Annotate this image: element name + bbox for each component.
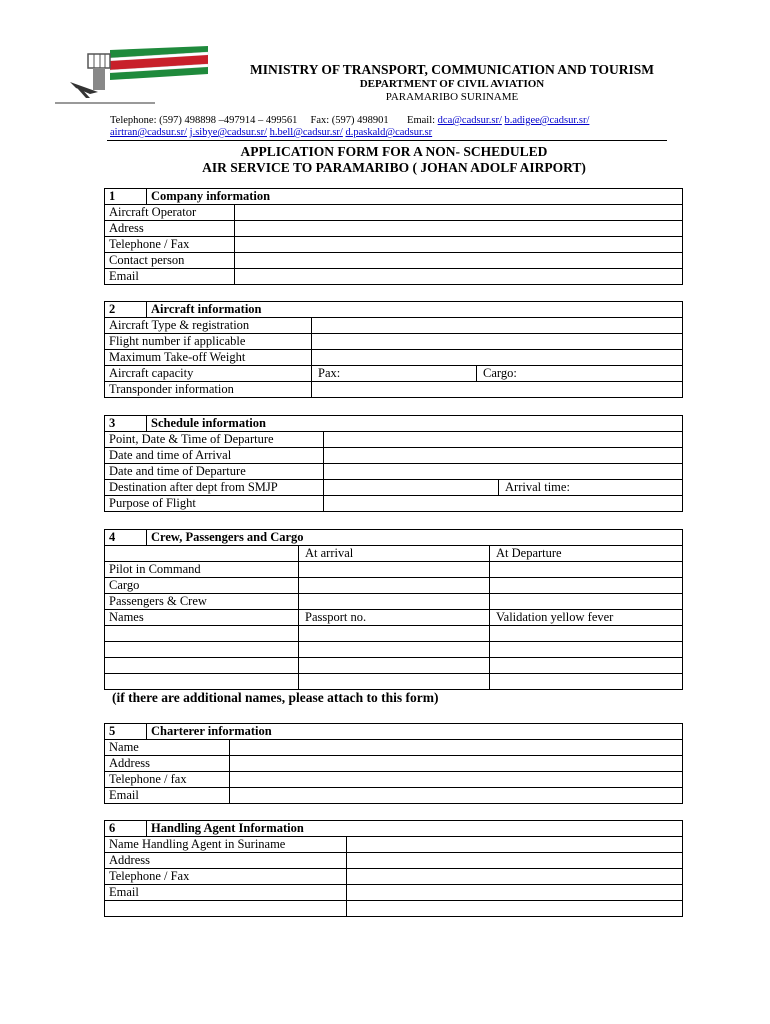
section-number: 2 [105,302,147,318]
telephone-text: Telephone: (597) 498898 –497914 – 499561 [110,115,298,126]
email-label: Email: [407,115,436,126]
field-label: Telephone / Fax [105,869,347,885]
email-field[interactable] [235,269,683,285]
name-field[interactable] [105,658,299,674]
transponder-field[interactable] [312,382,683,398]
crew-passengers-cargo-table [104,529,683,690]
section-title: Schedule information [147,416,683,432]
yellow-fever-field[interactable] [490,658,683,674]
charterer-email-field[interactable] [230,788,683,804]
field-label: Name Handling Agent in Suriname [105,837,347,853]
name-field[interactable] [105,626,299,642]
section-title: Charterer information [147,724,683,740]
email-link[interactable]: dca@cadsur.sr/ [437,115,502,126]
departure-datetime-field[interactable] [324,464,683,480]
pax-field[interactable]: Pax: [312,366,477,382]
field-label: Date and time of Departure [105,464,324,480]
section-title: Crew, Passengers and Cargo [147,530,683,546]
flight-number-field[interactable] [312,334,683,350]
email-link[interactable]: b.adigee@cadsur.sr/ [504,115,590,126]
address-field[interactable] [235,221,683,237]
section-number: 6 [105,821,147,837]
field-label: Destination after dept from SMJP [105,480,324,496]
field-label: Transponder information [105,382,312,398]
yellow-fever-field[interactable] [490,674,683,690]
field-label: Names [105,610,299,626]
col-at-arrival: At arrival [299,546,490,562]
purpose-field[interactable] [324,496,683,512]
field-label: Cargo [105,578,299,594]
section-number: 1 [105,189,147,205]
col-yellow-fever: Validation yellow fever [490,610,683,626]
passport-field[interactable] [299,658,490,674]
field-label: Address [105,853,347,869]
passport-field[interactable] [299,626,490,642]
aircraft-information-table [104,301,683,398]
field-label: Telephone / fax [105,772,230,788]
city-line: PARAMARIBO SURINAME [385,91,519,103]
form-title-line-1: APPLICATION FORM FOR A NON- SCHEDULED [240,144,548,159]
header-divider [107,140,667,141]
field-label: Aircraft capacity [105,366,312,382]
arrival-time-field[interactable]: Arrival time: [499,480,683,496]
yellow-fever-field[interactable] [490,626,683,642]
section-title: Handling Agent Information [147,821,683,837]
pax-arrival-field[interactable] [299,594,490,610]
section-number: 5 [105,724,147,740]
civil-aviation-logo-icon [50,42,215,114]
destination-field[interactable] [324,480,499,496]
section-number: 3 [105,416,147,432]
contact-person-field[interactable] [235,253,683,269]
section-title: Aircraft information [147,302,683,318]
col-passport: Passport no. [299,610,490,626]
email-link[interactable]: airtran@cadsur.sr/ [110,127,188,138]
agent-email-field[interactable] [347,885,683,901]
field-label: Address [105,756,230,772]
email-link[interactable]: j.sibye@cadsur.sr/ [189,127,267,138]
fax-text: Fax: (597) 498901 [310,115,389,126]
field-label: Pilot in Command [105,562,299,578]
field-label: Email [105,885,347,901]
field-label: Adress [105,221,235,237]
pilot-arrival-field[interactable] [299,562,490,578]
field-label: Point, Date & Time of Departure [105,432,324,448]
field-label: Name [105,740,230,756]
ministry-title: MINISTRY OF TRANSPORT, COMMUNICATION AND TOURISM [249,62,655,77]
passport-field[interactable] [299,642,490,658]
agent-address-field[interactable] [347,853,683,869]
charterer-address-field[interactable] [230,756,683,772]
department-title: DEPARTMENT OF CIVIL AVIATION [359,78,545,90]
arrival-datetime-field[interactable] [324,448,683,464]
agent-name-field[interactable] [347,837,683,853]
charterer-telephone-field[interactable] [230,772,683,788]
email-link[interactable]: h.bell@cadsur.sr/ [269,127,343,138]
field-label: Telephone / Fax [105,237,235,253]
contact-line-2 [110,127,432,138]
cargo-field[interactable]: Cargo: [477,366,683,382]
mtow-field[interactable] [312,350,683,366]
charterer-name-field[interactable] [230,740,683,756]
charterer-information-table [104,723,683,804]
passport-field[interactable] [299,674,490,690]
field-label: Contact person [105,253,235,269]
form-title-line-2: AIR SERVICE TO PARAMARIBO ( JOHAN ADOLF AIRPORT) [202,160,586,175]
field-label: Email [105,788,230,804]
section-title: Company information [147,189,683,205]
col-at-departure: At Departure [490,546,683,562]
email-link[interactable]: d.paskald@cadsur.sr [345,127,433,138]
agent-telephone-field[interactable] [347,869,683,885]
additional-names-note: (if there are additional names, please attach to this form) [112,690,439,705]
name-field[interactable] [105,674,299,690]
field-label: Purpose of Flight [105,496,324,512]
pilot-departure-field[interactable] [490,562,683,578]
telephone-fax-field[interactable] [235,237,683,253]
handling-agent-table [104,820,683,917]
schedule-information-table [104,415,683,512]
field-label: Email [105,269,235,285]
field-label: Flight number if applicable [105,334,312,350]
extra-field[interactable] [105,901,347,917]
company-information-table [104,188,683,285]
departure-point-field[interactable] [324,432,683,448]
section-number: 4 [105,530,147,546]
aircraft-operator-field[interactable] [235,205,683,221]
extra-field[interactable] [347,901,683,917]
field-label: Maximum Take-off Weight [105,350,312,366]
aircraft-type-field[interactable] [312,318,683,334]
field-label: Aircraft Type & registration [105,318,312,334]
yellow-fever-field[interactable] [490,642,683,658]
cargo-departure-field[interactable] [490,578,683,594]
contact-line-1 [110,115,589,126]
field-label: Passengers & Crew [105,594,299,610]
name-field[interactable] [105,642,299,658]
pax-departure-field[interactable] [490,594,683,610]
field-label: Aircraft Operator [105,205,235,221]
cargo-arrival-field[interactable] [299,578,490,594]
field-label: Date and time of Arrival [105,448,324,464]
